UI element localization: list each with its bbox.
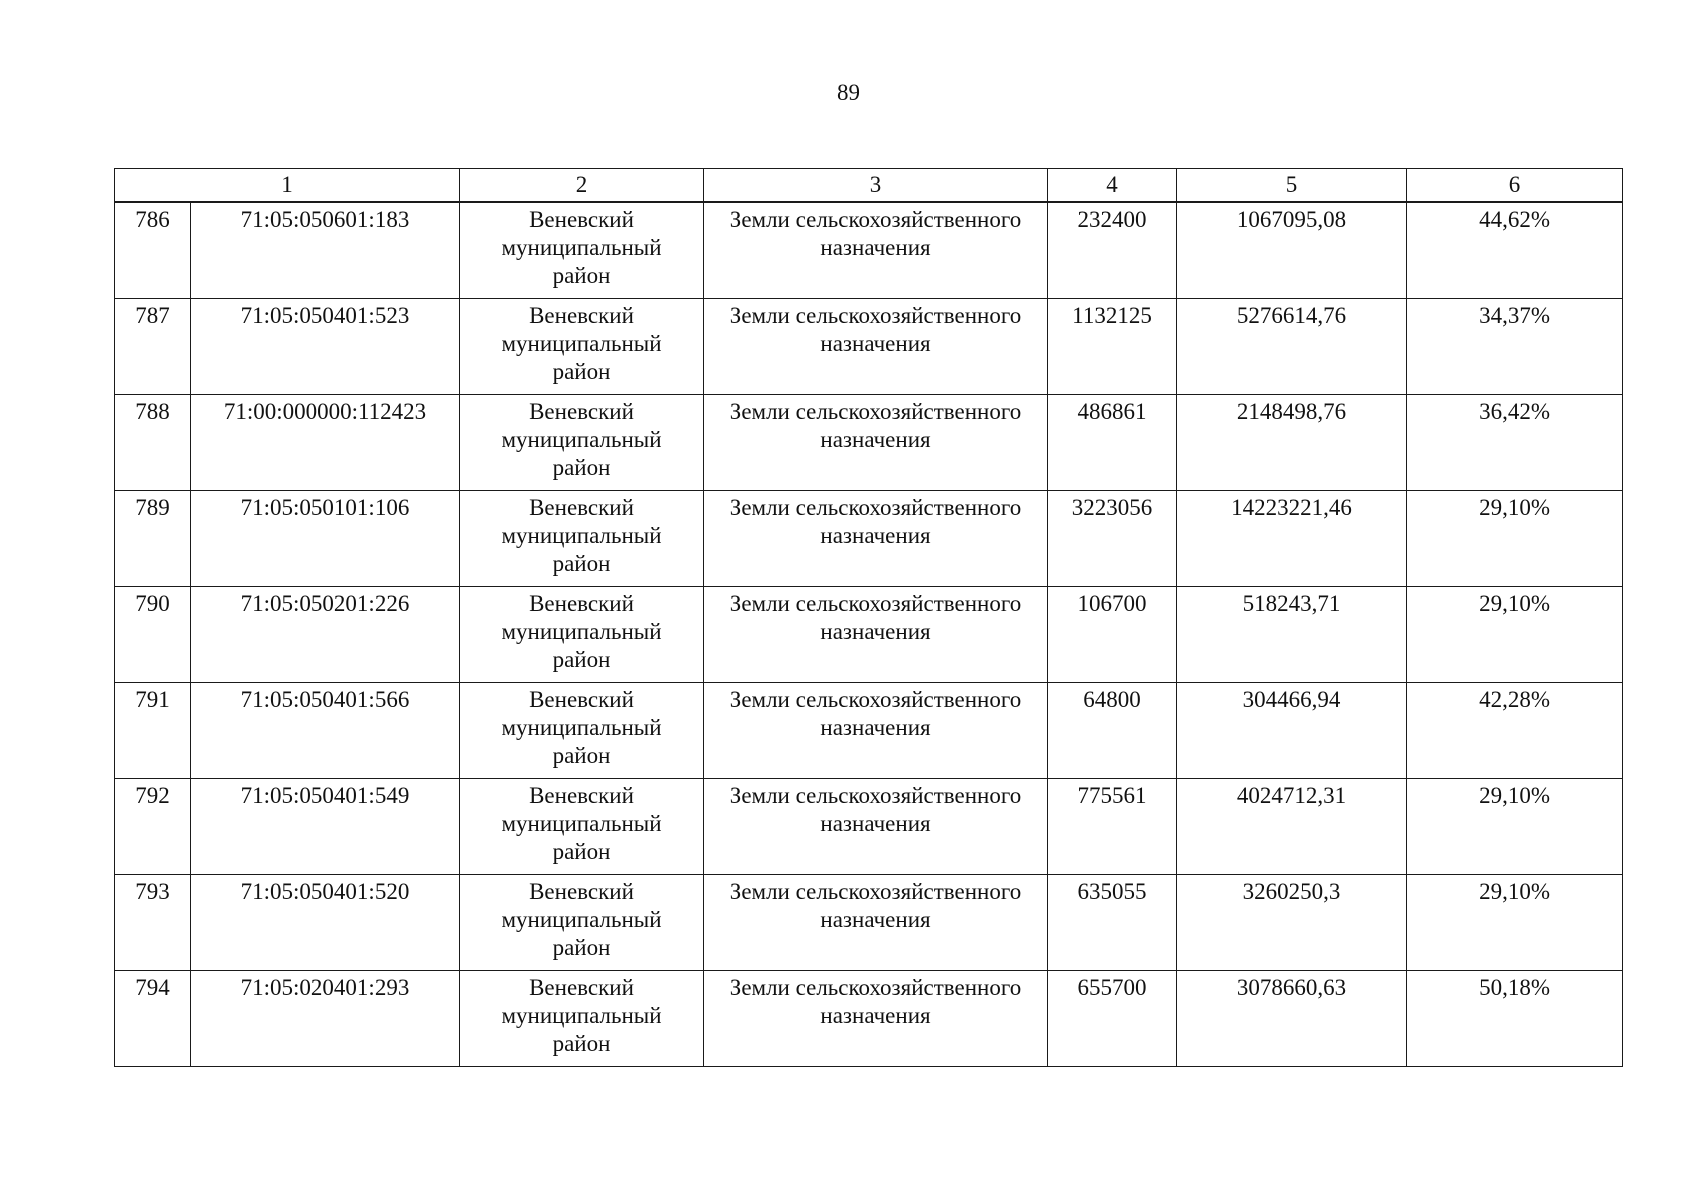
land-category-cell-line: назначения: [820, 1003, 931, 1028]
row-number: 794: [115, 971, 191, 1067]
row-number: 790: [115, 587, 191, 683]
district-cell-line: муниципальный: [501, 811, 662, 836]
land-category-cell-line: Земли сельскохозяйственного: [729, 879, 1022, 904]
column-header-3: 3: [704, 169, 1048, 203]
column-header-5: 5: [1177, 169, 1407, 203]
percent-cell: 29,10%: [1407, 779, 1623, 875]
column-header-6: 6: [1407, 169, 1623, 203]
column-header-2: 2: [460, 169, 704, 203]
row-number: 789: [115, 491, 191, 587]
table-row: [115, 971, 1623, 1067]
district-cell-line: муниципальный: [501, 619, 662, 644]
area-cell: 486861: [1048, 395, 1177, 491]
district-cell-line: муниципальный: [501, 907, 662, 932]
percent-cell: 36,42%: [1407, 395, 1623, 491]
land-parcels-table: [114, 168, 1623, 1067]
cadastral-value-cell: 5276614,76: [1177, 299, 1407, 395]
district-cell-line: Веневский: [529, 399, 634, 424]
row-number: 791: [115, 683, 191, 779]
district-cell-line: муниципальный: [501, 715, 662, 740]
cadastral-value-cell: 14223221,46: [1177, 491, 1407, 587]
district-cell-line: район: [552, 551, 611, 576]
cadastral-value-cell: 3260250,3: [1177, 875, 1407, 971]
cadastral-number: 71:00:000000:112423: [191, 395, 460, 491]
district-cell-line: Веневский: [529, 207, 634, 232]
district-cell-line: муниципальный: [501, 523, 662, 548]
district-cell-line: район: [552, 743, 611, 768]
percent-cell: 29,10%: [1407, 587, 1623, 683]
district-cell-line: район: [552, 935, 611, 960]
district-cell-line: муниципальный: [501, 427, 662, 452]
cadastral-number: 71:05:050101:106: [191, 491, 460, 587]
cadastral-number: 71:05:050401:523: [191, 299, 460, 395]
district-cell-line: район: [552, 839, 611, 864]
land-category-cell-line: Земли сельскохозяйственного: [729, 207, 1022, 232]
land-category-cell: [704, 971, 1048, 1067]
district-cell: [460, 971, 704, 1067]
district-cell-line: муниципальный: [501, 331, 662, 356]
area-cell: 635055: [1048, 875, 1177, 971]
table-row: [115, 683, 1623, 779]
cadastral-value-cell: 2148498,76: [1177, 395, 1407, 491]
cadastral-number: 71:05:050401:520: [191, 875, 460, 971]
table-row: [115, 395, 1623, 491]
table-row: [115, 299, 1623, 395]
row-number: 786: [115, 202, 191, 299]
land-category-cell: [704, 202, 1048, 299]
column-header-1: 1: [115, 169, 460, 203]
land-category-cell: [704, 875, 1048, 971]
district-cell-line: Веневский: [529, 975, 634, 1000]
cadastral-number: 71:05:050601:183: [191, 202, 460, 299]
land-category-cell-line: назначения: [820, 235, 931, 260]
row-number: 792: [115, 779, 191, 875]
cadastral-number: 71:05:050401:549: [191, 779, 460, 875]
row-number: 787: [115, 299, 191, 395]
area-cell: 3223056: [1048, 491, 1177, 587]
land-category-cell-line: Земли сельскохозяйственного: [729, 303, 1022, 328]
land-category-cell-line: назначения: [820, 619, 931, 644]
district-cell-line: Веневский: [529, 495, 634, 520]
cadastral-value-cell: 4024712,31: [1177, 779, 1407, 875]
district-cell: [460, 202, 704, 299]
district-cell-line: Веневский: [529, 783, 634, 808]
table-row: [115, 202, 1623, 299]
land-category-cell: [704, 395, 1048, 491]
cadastral-number: 71:05:050201:226: [191, 587, 460, 683]
district-cell-line: район: [552, 455, 611, 480]
cadastral-value-cell: 304466,94: [1177, 683, 1407, 779]
cadastral-number: 71:05:020401:293: [191, 971, 460, 1067]
district-cell-line: район: [552, 647, 611, 672]
land-category-cell-line: назначения: [820, 331, 931, 356]
district-cell: [460, 683, 704, 779]
land-category-cell: [704, 683, 1048, 779]
land-category-cell-line: Земли сельскохозяйственного: [729, 975, 1022, 1000]
land-category-cell: [704, 587, 1048, 683]
area-cell: 232400: [1048, 202, 1177, 299]
percent-cell: 29,10%: [1407, 875, 1623, 971]
district-cell: [460, 395, 704, 491]
area-cell: 1132125: [1048, 299, 1177, 395]
page-number: 89: [837, 80, 860, 105]
table-row: [115, 491, 1623, 587]
land-category-cell-line: назначения: [820, 427, 931, 452]
land-category-cell-line: Земли сельскохозяйственного: [729, 591, 1022, 616]
district-cell-line: муниципальный: [501, 235, 662, 260]
percent-cell: 50,18%: [1407, 971, 1623, 1067]
district-cell-line: Веневский: [529, 303, 634, 328]
percent-cell: 42,28%: [1407, 683, 1623, 779]
district-cell-line: Веневский: [529, 591, 634, 616]
land-category-cell-line: назначения: [820, 523, 931, 548]
table-body: [115, 202, 1623, 1067]
land-category-cell-line: Земли сельскохозяйственного: [729, 783, 1022, 808]
land-category-cell: [704, 491, 1048, 587]
land-category-cell-line: назначения: [820, 907, 931, 932]
cadastral-value-cell: 1067095,08: [1177, 202, 1407, 299]
row-number: 793: [115, 875, 191, 971]
column-header-4: 4: [1048, 169, 1177, 203]
area-cell: 655700: [1048, 971, 1177, 1067]
district-cell: [460, 875, 704, 971]
land-category-cell-line: назначения: [820, 715, 931, 740]
district-cell: [460, 779, 704, 875]
row-number: 788: [115, 395, 191, 491]
percent-cell: 44,62%: [1407, 202, 1623, 299]
percent-cell: 34,37%: [1407, 299, 1623, 395]
header-row: [115, 169, 1623, 203]
district-cell: [460, 491, 704, 587]
cadastral-number: 71:05:050401:566: [191, 683, 460, 779]
land-category-cell: [704, 299, 1048, 395]
area-cell: 775561: [1048, 779, 1177, 875]
district-cell-line: Веневский: [529, 687, 634, 712]
land-category-cell-line: назначения: [820, 811, 931, 836]
district-cell-line: муниципальный: [501, 1003, 662, 1028]
land-category-cell-line: Земли сельскохозяйственного: [729, 495, 1022, 520]
district-cell: [460, 587, 704, 683]
district-cell: [460, 299, 704, 395]
area-cell: 64800: [1048, 683, 1177, 779]
table-row: [115, 779, 1623, 875]
district-cell-line: район: [552, 359, 611, 384]
land-category-cell-line: Земли сельскохозяйственного: [729, 399, 1022, 424]
table-row: [115, 875, 1623, 971]
cadastral-value-cell: 518243,71: [1177, 587, 1407, 683]
area-cell: 106700: [1048, 587, 1177, 683]
district-cell-line: район: [552, 1031, 611, 1056]
percent-cell: 29,10%: [1407, 491, 1623, 587]
district-cell-line: Веневский: [529, 879, 634, 904]
district-cell-line: район: [552, 263, 611, 288]
land-category-cell-line: Земли сельскохозяйственного: [729, 687, 1022, 712]
land-category-cell: [704, 779, 1048, 875]
table-row: [115, 587, 1623, 683]
cadastral-value-cell: 3078660,63: [1177, 971, 1407, 1067]
